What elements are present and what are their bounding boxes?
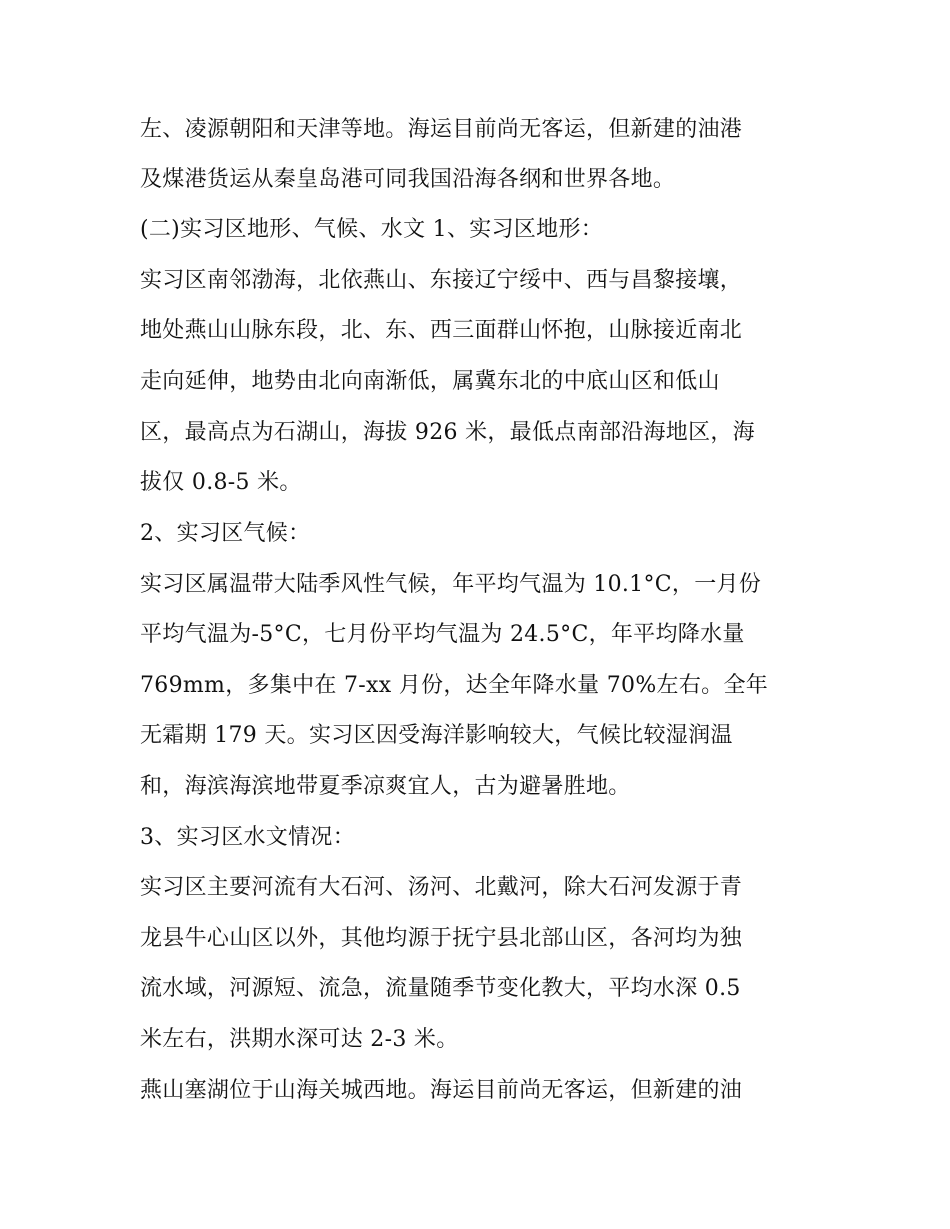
section-heading: 3、实习区水文情况：: [140, 825, 355, 850]
paragraph-line: 实习区主要河流有大石河、汤河、北戴河，除大石河发源于青: [140, 875, 743, 900]
paragraph-line: 平均气温为-5°C，七月份平均气温为 24.5°C，年平均降水量: [140, 622, 745, 647]
paragraph-line: 区，最高点为石湖山，海拔 926 米，最低点南部沿海地区，海: [140, 420, 755, 445]
section-heading: (二)实习区地形、气候、水文 1、实习区地形：: [140, 217, 604, 242]
paragraph-line: 769mm，多集中在 7-xx 月份，达全年降水量 70%左右。全年: [140, 673, 769, 698]
paragraph-line: 米左右，洪期水深可达 2-3 米。: [140, 1027, 459, 1052]
paragraph-line: 燕山塞湖位于山海关城西地。海运目前尚无客运，但新建的油: [140, 1078, 743, 1103]
paragraph-line: 及煤港货运从秦皇岛港可同我国沿海各纲和世界各地。: [140, 167, 676, 192]
paragraph-line: 无霜期 179 天。实习区因受海洋影响较大，气候比较湿润温: [140, 723, 733, 748]
paragraph-line: 实习区南邻渤海，北依燕山、东接辽宁绥中、西与昌黎接壤，: [140, 268, 743, 293]
paragraph-line: 流水域，河源短、流急，流量随季节变化教大，平均水深 0.5: [140, 976, 741, 1001]
paragraph-line: 龙县牛心山区以外，其他均源于抚宁县北部山区，各河均为独: [140, 926, 743, 951]
paragraph-line: 地处燕山山脉东段，北、东、西三面群山怀抱，山脉接近南北: [140, 318, 743, 343]
paragraph-line: 和，海滨海滨地带夏季凉爽宜人，古为避暑胜地。: [140, 774, 631, 799]
paragraph-line: 拔仅 0.8-5 米。: [140, 470, 302, 495]
section-heading: 2、实习区气候：: [140, 521, 311, 546]
paragraph-line: 实习区属温带大陆季风性气候，年平均气温为 10.1°C，一月份: [140, 572, 762, 597]
paragraph-line: 左、凌源朝阳和天津等地。海运目前尚无客运，但新建的油港: [140, 117, 743, 142]
paragraph-line: 走向延伸，地势由北向南渐低，属冀东北的中底山区和低山: [140, 369, 720, 394]
